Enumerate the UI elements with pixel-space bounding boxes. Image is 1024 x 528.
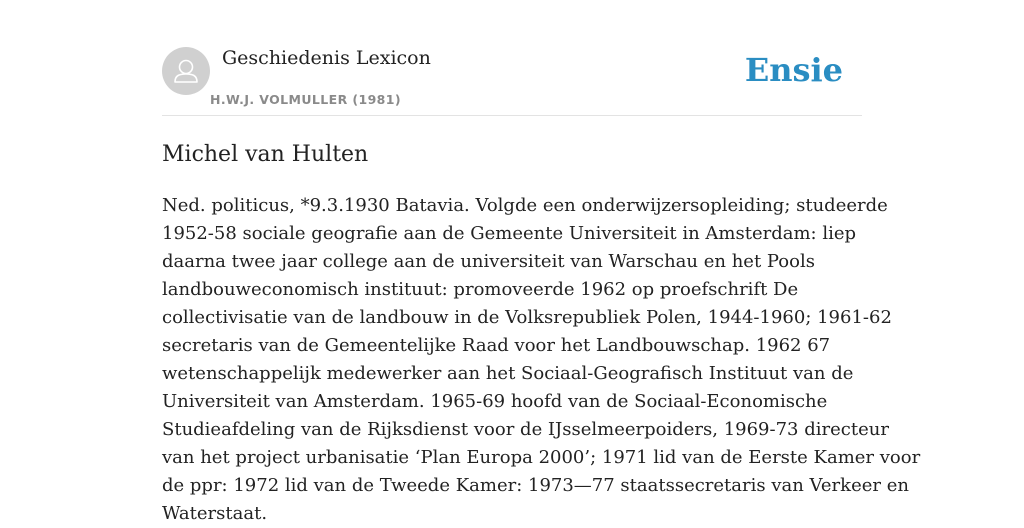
user-silhouette-icon[interactable] [162,47,210,95]
entry-body-line: de ppr: 1972 lid van de Tweede Kamer: 1973—77 staatssecretaris van Verkeer en [162,475,909,496]
entry-title: Michel van Hulten [162,142,369,167]
entry-body-line: Studieafdeling van de Rijksdienst voor de IJsselmeerpoiders, 1969-73 directeur [162,419,889,440]
source-author[interactable]: H.W.J. VOLMULLER (1981) [210,92,401,107]
entry-body-line: Universiteit van Amsterdam. 1965-69 hoofd van de Sociaal-Economische [162,391,828,412]
brand-logo-link[interactable]: Ensie [744,51,843,89]
entry-body-line: collectivisatie van de landbouw in de Volksrepubliek Polen, 1944-1960; 1961-62 [162,307,892,328]
entry-body [162,192,921,528]
entry-body-line: Ned. politicus, *9.3.1930 Batavia. Volgde een onderwijzersopleiding; studeerde [162,195,888,216]
entry-body-line: secretaris van de Gemeentelijke Raad voor het Landbouwschap. 1962 67 [162,335,831,356]
entry-body-line: van het project urbanisatie ‘Plan Europa 2000’; 1971 lid van de Eerste Kamer voor [162,447,921,468]
source-title[interactable]: Geschiedenis Lexicon [222,47,431,69]
entry-body-line: Waterstaat. [162,503,268,524]
entry-body-line: 1952-58 sociale geografie aan de Gemeente Universiteit in Amsterdam: liep [162,223,857,244]
source-header [162,46,862,116]
entry-body-line: daarna twee jaar college aan de universiteit van Warschau en het Pools [162,251,815,272]
entry-body-line: wetenschappelijk medewerker aan het Sociaal-Geografisch Instituut van de [162,363,854,384]
entry-body-line: landbouweconomisch instituut: promoveerde 1962 op proefschrift De [162,279,799,300]
